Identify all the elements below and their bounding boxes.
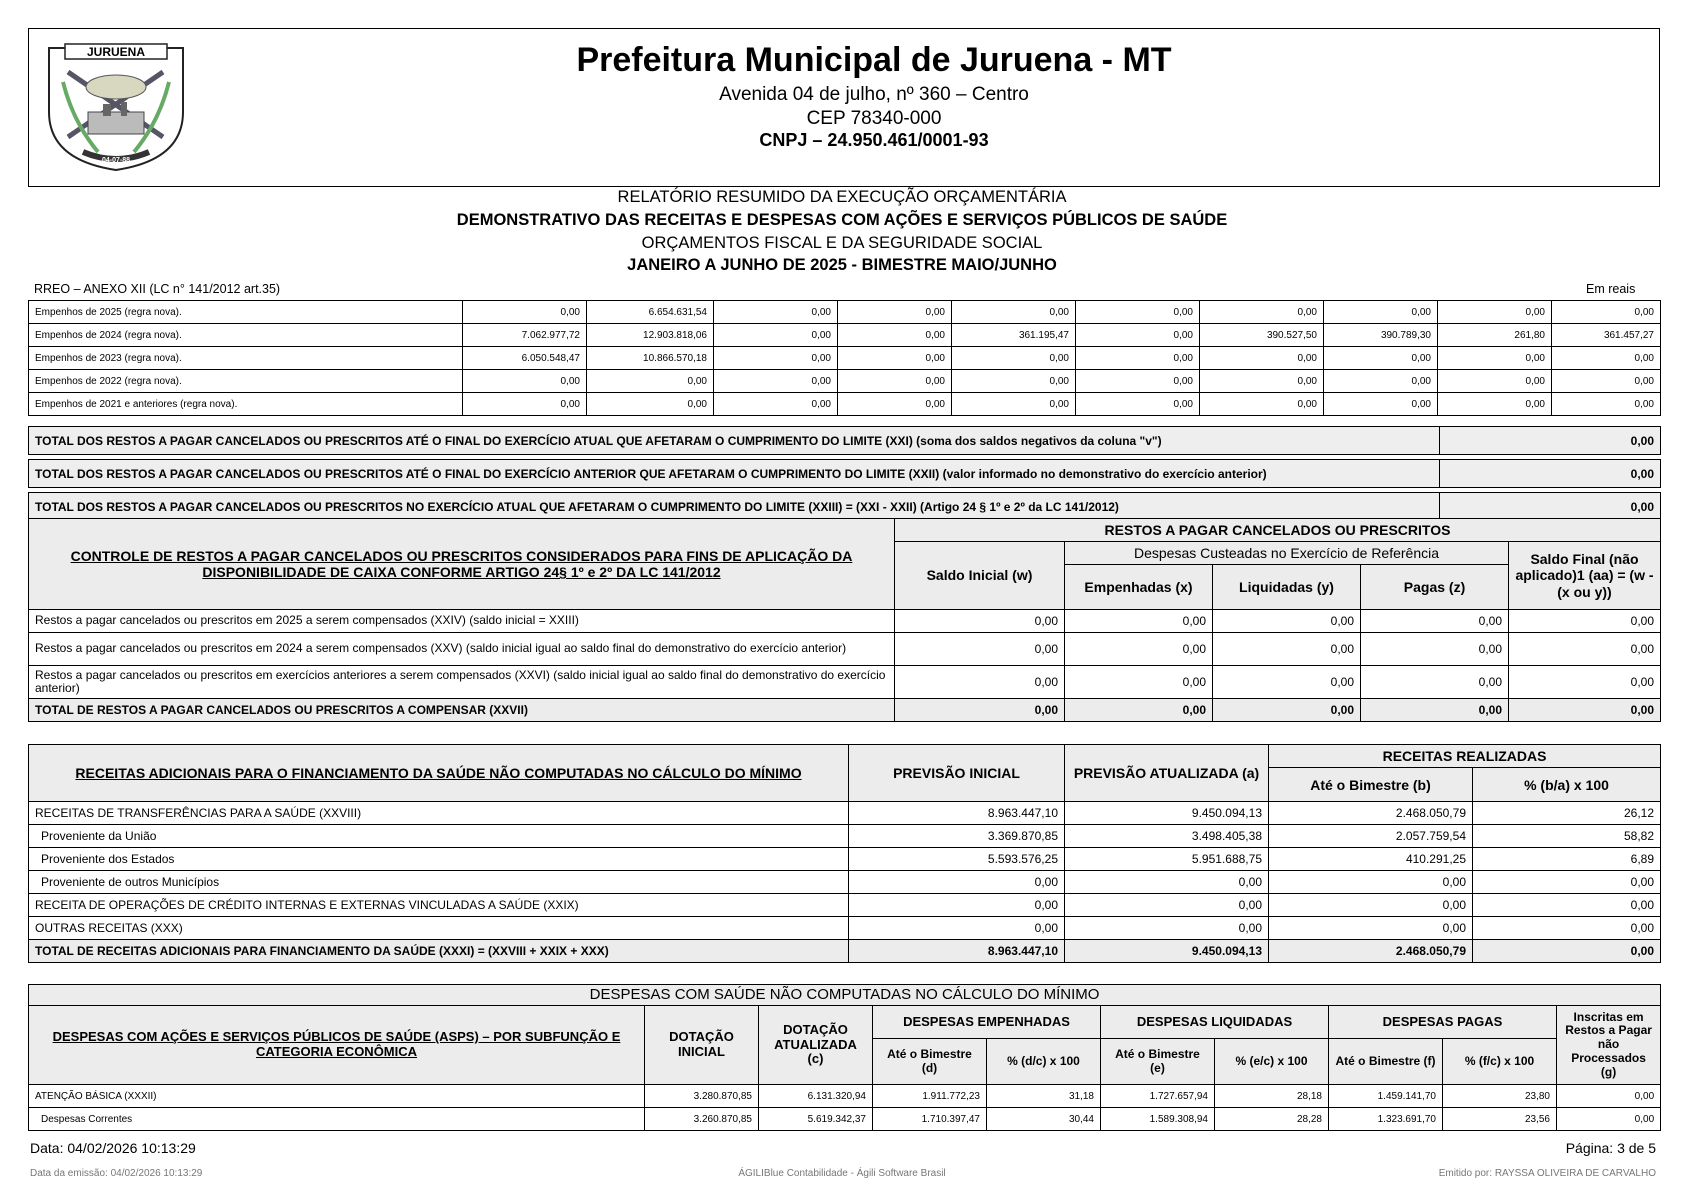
row-label: Proveniente da União <box>29 825 849 848</box>
cell-value: 1.459.141,70 <box>1329 1085 1443 1108</box>
despesas-emp-pct: % (d/c) x 100 <box>987 1039 1101 1085</box>
cell-value: 0,00 <box>1438 393 1552 416</box>
cell-value: 6.131.320,94 <box>759 1085 873 1108</box>
cell-value: 28,18 <box>1215 1085 1329 1108</box>
cell-value: 0,00 <box>895 666 1065 699</box>
despesas-group-liq: DESPESAS LIQUIDADAS <box>1101 1006 1329 1039</box>
table-row <box>29 894 1661 917</box>
cell-value: 2.057.759,54 <box>1269 825 1473 848</box>
table-row <box>29 324 1661 347</box>
cell-value: 0,00 <box>1361 633 1509 666</box>
despesas-caption: DESPESAS COM SAÚDE NÃO COMPUTADAS NO CÁLCULO DO MÍNIMO <box>29 985 1661 1006</box>
cell-value: 0,00 <box>1076 301 1200 324</box>
cell-value: 390.789,30 <box>1324 324 1438 347</box>
cell-value: 3.280.870,85 <box>645 1085 759 1108</box>
cell-value: 5.951.688,75 <box>1065 848 1269 871</box>
footer-issuer: Emitido por: RAYSSA OLIVEIRA DE CARVALHO <box>1438 1168 1656 1179</box>
cell-value: 0,00 <box>895 610 1065 633</box>
cell-value: 58,82 <box>1473 825 1661 848</box>
cell-value: 0,00 <box>463 393 587 416</box>
despesas-title: DESPESAS COM AÇÕES E SERVIÇOS PÚBLICOS DE SAÚDE (ASPS) – POR SUBFUNÇÃO E CATEGORIA ECONÔMICA <box>29 1006 645 1085</box>
cell-value: 3.498.405,38 <box>1065 825 1269 848</box>
controle-restos-table <box>28 518 1661 722</box>
controle-title: CONTROLE DE RESTOS A PAGAR CANCELADOS OU PRESCRITOS CONSIDERADOS PARA FINS DE APLICAÇÃO DA DISPONIBILIDADE DE CAIXA CONFORME ARTIGO 24§ 1º e 2º DA LC 141/2012 <box>29 519 895 610</box>
cell-value: 0,00 <box>1200 393 1324 416</box>
row-label: Restos a pagar cancelados ou prescritos em 2025 a serem compensados (XXIV) (saldo inicial = XXIII) <box>29 610 895 633</box>
controle-group-header: RESTOS A PAGAR CANCELADOS OU PRESCRITOS <box>895 519 1661 542</box>
address: Avenida 04 de julho, nº 360 – Centro <box>719 84 1029 105</box>
row-label: Empenhos de 2023 (regra nova). <box>29 347 463 370</box>
total-value: 0,00 <box>1440 460 1661 488</box>
cell-value: 0,00 <box>1324 347 1438 370</box>
total-label: TOTAL DOS RESTOS A PAGAR CANCELADOS OU PRESCRITOS ATÉ O FINAL DO EXERCÍCIO ATUAL QUE AFETARAM O CUMPRIMENTO DO LIMITE (XXI) (soma dos saldos negativos da coluna "v") <box>29 427 1440 455</box>
restos-totals-table <box>28 426 1661 521</box>
cell-value: 0,00 <box>1552 347 1661 370</box>
cell-value: 0,00 <box>1076 324 1200 347</box>
unit-label: Em reais <box>1586 282 1636 296</box>
despesas-group-pag: DESPESAS PAGAS <box>1329 1006 1557 1039</box>
cell-value: 0,00 <box>587 370 714 393</box>
cell-value: 0,00 <box>1552 301 1661 324</box>
table-row <box>29 347 1661 370</box>
cell-value: 0,00 <box>1065 894 1269 917</box>
cell-value: 3.369.870,85 <box>849 825 1065 848</box>
cell-value: 0,00 <box>463 301 587 324</box>
row-label: Despesas Correntes <box>29 1108 645 1131</box>
despesas-col-insc: Inscritas em Restos a Pagar não Processados (g) <box>1557 1006 1661 1085</box>
controle-subgroup: Despesas Custeadas no Exercício de Referência <box>1065 542 1509 565</box>
cell-value: 28,28 <box>1215 1108 1329 1131</box>
cell-value: 3.260.870,85 <box>645 1108 759 1131</box>
cell-value: 30,44 <box>987 1108 1101 1131</box>
total-row <box>29 940 1661 963</box>
despesas-group-emp: DESPESAS EMPENHADAS <box>873 1006 1101 1039</box>
total-label: TOTAL DOS RESTOS A PAGAR CANCELADOS OU PRESCRITOS NO EXERCÍCIO ATUAL QUE AFETARAM O CUMPRIMENTO DO LIMITE (XXIII) = (XXI - XXII) (Artigo 24 § 1º e 2º da LC 141/2012) <box>29 493 1440 521</box>
controle-col-aa: Saldo Final (não aplicado)1 (aa) = (w - (x ou y)) <box>1509 542 1661 610</box>
cell-value: 1.911.772,23 <box>873 1085 987 1108</box>
report-title-1: RELATÓRIO RESUMIDO DA EXECUÇÃO ORÇAMENTÁRIA <box>617 188 1067 206</box>
cell-value: 0,00 <box>838 324 952 347</box>
cell-value: 0,00 <box>1473 917 1661 940</box>
table-row <box>29 871 1661 894</box>
table-row <box>29 1085 1661 1108</box>
cell-value: 0,00 <box>1552 370 1661 393</box>
cell-value: 1.710.397,47 <box>873 1108 987 1131</box>
cell-value: 0,00 <box>714 301 838 324</box>
cell-value: 0,00 <box>1473 894 1661 917</box>
cell-value: 0,00 <box>1361 610 1509 633</box>
footer-date: Data: 04/02/2026 10:13:29 <box>30 1140 196 1156</box>
cell-value: 0,00 <box>587 393 714 416</box>
despesas-emp-ate: Até o Bimestre (d) <box>873 1039 987 1085</box>
receitas-title: RECEITAS ADICIONAIS PARA O FINANCIAMENTO DA SAÚDE NÃO COMPUTADAS NO CÁLCULO DO MÍNIMO <box>29 745 849 802</box>
table-row <box>29 493 1661 521</box>
cell-value: 6,89 <box>1473 848 1661 871</box>
cell-value: 0,00 <box>1065 871 1269 894</box>
despesas-nao-computadas-table <box>28 984 1661 1131</box>
cell-value: 390.527,50 <box>1200 324 1324 347</box>
cell-value: 6.654.631,54 <box>587 301 714 324</box>
cell-value: 0,00 <box>1438 301 1552 324</box>
row-label: TOTAL DE RESTOS A PAGAR CANCELADOS OU PRESCRITOS A COMPENSAR (XXVII) <box>29 699 895 722</box>
despesas-liq-ate: Até o Bimestre (e) <box>1101 1039 1215 1085</box>
cell-value: 8.963.447,10 <box>849 802 1065 825</box>
cell-value: 0,00 <box>838 370 952 393</box>
cell-value: 2.468.050,79 <box>1269 940 1473 963</box>
report-title-3: ORÇAMENTOS FISCAL E DA SEGURIDADE SOCIAL <box>641 234 1043 252</box>
cell-value: 0,00 <box>849 871 1065 894</box>
cell-value: 0,00 <box>849 917 1065 940</box>
cell-value: 0,00 <box>952 370 1076 393</box>
total-label: TOTAL DOS RESTOS A PAGAR CANCELADOS OU PRESCRITOS ATÉ O FINAL DO EXERCÍCIO ANTERIOR QUE AFETARAM O CUMPRIMENTO DO LIMITE (XXII) (valor informado no demonstrativo do exercício anterior) <box>29 460 1440 488</box>
cell-value: 0,00 <box>1065 699 1213 722</box>
cell-value: 0,00 <box>1269 894 1473 917</box>
cell-value: 26,12 <box>1473 802 1661 825</box>
header-box <box>28 28 1660 187</box>
cell-value: 0,00 <box>1438 347 1552 370</box>
receitas-adicionais-table <box>28 744 1661 963</box>
cell-value: 31,18 <box>987 1085 1101 1108</box>
report-title-4: JANEIRO A JUNHO DE 2025 - BIMESTRE MAIO/JUNHO <box>627 256 1057 274</box>
cell-value: 9.450.094,13 <box>1065 940 1269 963</box>
cell-value: 0,00 <box>1076 370 1200 393</box>
cell-value: 23,56 <box>1443 1108 1557 1131</box>
cell-value: 1.323.691,70 <box>1329 1108 1443 1131</box>
table-row <box>29 633 1661 666</box>
row-label: Empenhos de 2024 (regra nova). <box>29 324 463 347</box>
despesas-pag-pct: % (f/c) x 100 <box>1443 1039 1557 1085</box>
row-label: Restos a pagar cancelados ou prescritos em exercícios anteriores a serem compensados (XXVI) (saldo inicial igual ao saldo final do demonstrativo do exercício anterior) <box>29 666 895 699</box>
cell-value: 0,00 <box>1361 666 1509 699</box>
cell-value: 0,00 <box>1509 666 1661 699</box>
cell-value: 6.050.548,47 <box>463 347 587 370</box>
cell-value: 0,00 <box>838 347 952 370</box>
cell-value: 1.727.657,94 <box>1101 1085 1215 1108</box>
svg-text:04-07-88: 04-07-88 <box>101 157 131 164</box>
cell-value: 0,00 <box>1473 871 1661 894</box>
cell-value: 0,00 <box>1200 347 1324 370</box>
cell-value: 0,00 <box>1065 633 1213 666</box>
cell-value: 0,00 <box>1076 347 1200 370</box>
table-row <box>29 917 1661 940</box>
cell-value: 7.062.977,72 <box>463 324 587 347</box>
row-label: TOTAL DE RECEITAS ADICIONAIS PARA FINANCIAMENTO DA SAÚDE (XXXI) = (XXVIII + XXIX + XXX) <box>29 940 849 963</box>
table-row <box>29 460 1661 488</box>
cell-value: 0,00 <box>1213 633 1361 666</box>
cell-value: 9.450.094,13 <box>1065 802 1269 825</box>
cell-value: 0,00 <box>1557 1085 1661 1108</box>
total-value: 0,00 <box>1440 493 1661 521</box>
cell-value: 410.291,25 <box>1269 848 1473 871</box>
table-row <box>29 848 1661 871</box>
cell-value: 0,00 <box>895 633 1065 666</box>
cell-value: 0,00 <box>838 393 952 416</box>
table-row <box>29 666 1661 699</box>
table-row <box>29 301 1661 324</box>
cell-value: 12.903.818,06 <box>587 324 714 347</box>
cell-value: 0,00 <box>895 699 1065 722</box>
cell-value: 0,00 <box>714 347 838 370</box>
table-row <box>29 802 1661 825</box>
cell-value: 0,00 <box>1213 699 1361 722</box>
table-row <box>29 610 1661 633</box>
total-value: 0,00 <box>1440 427 1661 455</box>
cell-value: 0,00 <box>714 393 838 416</box>
despesas-pag-ate: Até o Bimestre (f) <box>1329 1039 1443 1085</box>
cell-value: 0,00 <box>1552 393 1661 416</box>
footer-emission: Data da emissão: 04/02/2026 10:13:29 <box>30 1168 203 1179</box>
cell-value: 361.457,27 <box>1552 324 1661 347</box>
row-label: Empenhos de 2025 (regra nova). <box>29 301 463 324</box>
cell-value: 0,00 <box>1324 301 1438 324</box>
cell-value: 0,00 <box>1509 610 1661 633</box>
cell-value: 0,00 <box>1065 666 1213 699</box>
table-row <box>29 1108 1661 1131</box>
row-label: Proveniente de outros Municípios <box>29 871 849 894</box>
row-label: Empenhos de 2022 (regra nova). <box>29 370 463 393</box>
municipality-title: Prefeitura Municipal de Juruena - MT <box>576 41 1172 79</box>
receitas-col-prev: PREVISÃO INICIAL <box>849 745 1065 802</box>
cell-value: 0,00 <box>1473 940 1661 963</box>
cell-value: 0,00 <box>1324 370 1438 393</box>
row-label: RECEITAS DE TRANSFERÊNCIAS PARA A SAÚDE (XXVIII) <box>29 802 849 825</box>
cell-value: 0,00 <box>1438 370 1552 393</box>
total-row <box>29 699 1661 722</box>
cell-value: 0,00 <box>463 370 587 393</box>
annex-label: RREO – ANEXO XII (LC n° 141/2012 art.35) <box>34 282 281 296</box>
table-row <box>29 427 1661 455</box>
row-label: RECEITA DE OPERAÇÕES DE CRÉDITO INTERNAS E EXTERNAS VINCULADAS A SAÚDE (XXIX) <box>29 894 849 917</box>
report-title-2: DEMONSTRATIVO DAS RECEITAS E DESPESAS COM AÇÕES E SERVIÇOS PÚBLICOS DE SAÚDE <box>456 211 1228 229</box>
cell-value: 0,00 <box>1065 610 1213 633</box>
cell-value: 261,80 <box>1438 324 1552 347</box>
receitas-col-pct: % (b/a) x 100 <box>1473 768 1661 802</box>
despesas-col-dot: DOTAÇÃO INICIAL <box>645 1006 759 1085</box>
cnpj: CNPJ – 24.950.461/0001-93 <box>759 130 989 150</box>
cell-value: 0,00 <box>1557 1108 1661 1131</box>
cell-value: 361.195,47 <box>952 324 1076 347</box>
row-label: Empenhos de 2021 e anteriores (regra nova). <box>29 393 463 416</box>
receitas-col-ate: Até o Bimestre (b) <box>1269 768 1473 802</box>
cell-value: 0,00 <box>714 370 838 393</box>
cell-value: 0,00 <box>1213 666 1361 699</box>
receitas-col-prev-at: PREVISÃO ATUALIZADA (a) <box>1065 745 1269 802</box>
cell-value: 5.619.342,37 <box>759 1108 873 1131</box>
cell-value: 0,00 <box>1361 699 1509 722</box>
controle-col-w: Saldo Inicial (w) <box>895 542 1065 610</box>
despesas-col-dot-at: DOTAÇÃO ATUALIZADA (c) <box>759 1006 873 1085</box>
controle-col-z: Pagas (z) <box>1361 565 1509 610</box>
cell-value: 0,00 <box>952 347 1076 370</box>
row-label: ATENÇÃO BÁSICA (XXXII) <box>29 1085 645 1108</box>
cell-value: 0,00 <box>952 393 1076 416</box>
table-row <box>29 393 1661 416</box>
cell-value: 0,00 <box>1269 871 1473 894</box>
table-row <box>29 825 1661 848</box>
row-label: Proveniente dos Estados <box>29 848 849 871</box>
cell-value: 0,00 <box>1065 917 1269 940</box>
cell-value: 0,00 <box>1200 370 1324 393</box>
controle-col-y: Liquidadas (y) <box>1213 565 1361 610</box>
footer-page: Página: 3 de 5 <box>1565 1140 1656 1156</box>
table-row <box>29 370 1661 393</box>
cell-value: 0,00 <box>714 324 838 347</box>
cell-value: 0,00 <box>1324 393 1438 416</box>
footer-software: ÁGILIBlue Contabilidade - Ágili Software Brasil <box>738 1168 946 1179</box>
cell-value: 8.963.447,10 <box>849 940 1065 963</box>
cell-value: 0,00 <box>1213 610 1361 633</box>
cell-value: 0,00 <box>952 301 1076 324</box>
cell-value: 0,00 <box>1509 633 1661 666</box>
cell-value: 1.589.308,94 <box>1101 1108 1215 1131</box>
cell-value: 0,00 <box>838 301 952 324</box>
cell-value: 5.593.576,25 <box>849 848 1065 871</box>
cell-value: 0,00 <box>1269 917 1473 940</box>
cell-value: 0,00 <box>1200 301 1324 324</box>
cell-value: 0,00 <box>849 894 1065 917</box>
row-label: Restos a pagar cancelados ou prescritos em 2024 a serem compensados (XXV) (saldo inicial igual ao saldo final do demonstrativo do exercício anterior) <box>29 633 895 666</box>
cell-value: 10.866.570,18 <box>587 347 714 370</box>
empenhos-table <box>28 300 1661 416</box>
cep: CEP 78340-000 <box>806 108 942 129</box>
controle-col-x: Empenhadas (x) <box>1065 565 1213 610</box>
receitas-group: RECEITAS REALIZADAS <box>1269 745 1661 768</box>
row-label: OUTRAS RECEITAS (XXX) <box>29 917 849 940</box>
cell-value: 2.468.050,79 <box>1269 802 1473 825</box>
cell-value: 0,00 <box>1509 699 1661 722</box>
cell-value: 23,80 <box>1443 1085 1557 1108</box>
cell-value: 0,00 <box>1076 393 1200 416</box>
despesas-liq-pct: % (e/c) x 100 <box>1215 1039 1329 1085</box>
svg-text:JURUENA: JURUENA <box>86 45 146 59</box>
